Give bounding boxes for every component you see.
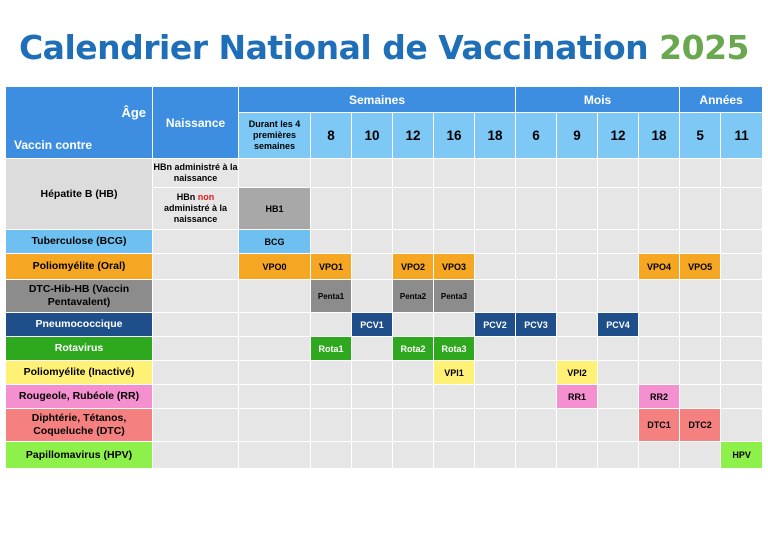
hepb-admin-note: HBn administré à la naissance [153, 159, 239, 188]
empty-cell [475, 361, 516, 385]
empty-cell [352, 280, 393, 313]
empty-cell [153, 337, 239, 361]
empty-cell [393, 409, 434, 442]
empty-cell [598, 385, 639, 409]
title-main: Calendrier National de Vaccination [18, 28, 649, 67]
empty-cell [516, 337, 557, 361]
empty-cell [352, 188, 393, 230]
dose-cell: PCV2 [475, 313, 516, 337]
empty-cell [239, 409, 311, 442]
empty-cell [639, 442, 680, 469]
empty-cell [516, 188, 557, 230]
empty-cell [475, 280, 516, 313]
empty-cell [393, 385, 434, 409]
dose-cell: VPI2 [557, 361, 598, 385]
dose-hb1: HB1 [239, 188, 311, 230]
semaines-header: Semaines [239, 87, 516, 113]
dose-cell: RR2 [639, 385, 680, 409]
empty-cell [557, 188, 598, 230]
vaccin-contre-label: Vaccin contre [14, 138, 93, 152]
empty-cell [680, 337, 721, 361]
empty-cell [434, 409, 475, 442]
empty-cell [557, 442, 598, 469]
vaccine-row [6, 361, 763, 385]
dose-cell: VPO0 [239, 254, 311, 280]
empty-cell [680, 442, 721, 469]
empty-cell [239, 280, 311, 313]
empty-cell [434, 385, 475, 409]
age-header-year: 5 [680, 113, 721, 159]
empty-cell [434, 313, 475, 337]
age-header-month: 18 [639, 113, 680, 159]
empty-cell [153, 254, 239, 280]
empty-cell [393, 188, 434, 230]
empty-cell [516, 254, 557, 280]
empty-cell [475, 409, 516, 442]
empty-cell [239, 361, 311, 385]
vaccine-row [6, 409, 763, 442]
dose-cell: HPV [721, 442, 763, 469]
age-header-year: 11 [721, 113, 763, 159]
dose-cell: VPI1 [434, 361, 475, 385]
empty-cell [153, 385, 239, 409]
empty-cell [393, 230, 434, 254]
dose-cell: PCV1 [352, 313, 393, 337]
empty-cell [598, 188, 639, 230]
vaccine-row [6, 254, 763, 280]
empty-cell [434, 188, 475, 230]
vaccine-label: Diphtérie, Tétanos, Coqueluche (DTC) [6, 409, 153, 442]
empty-cell [557, 337, 598, 361]
dose-cell: BCG [239, 230, 311, 254]
annees-header: Années [680, 87, 763, 113]
empty-cell [239, 337, 311, 361]
empty-cell [516, 361, 557, 385]
empty-cell [352, 442, 393, 469]
empty-cell [352, 337, 393, 361]
empty-cell [721, 385, 763, 409]
hepb-non-pre: HBn [176, 192, 198, 202]
empty-cell [557, 313, 598, 337]
empty-cell [721, 159, 763, 188]
empty-cell [639, 361, 680, 385]
empty-cell [475, 188, 516, 230]
empty-cell [475, 254, 516, 280]
age-vaccine-corner [6, 87, 153, 159]
dose-cell: DTC2 [680, 409, 721, 442]
empty-cell [721, 230, 763, 254]
age-header-week: 18 [475, 113, 516, 159]
empty-cell [393, 442, 434, 469]
empty-cell [721, 361, 763, 385]
empty-cell [239, 159, 311, 188]
empty-cell [239, 442, 311, 469]
naissance-header: Naissance [153, 87, 239, 159]
vaccine-row [6, 385, 763, 409]
empty-cell [516, 280, 557, 313]
dose-cell: Rota3 [434, 337, 475, 361]
empty-cell [639, 313, 680, 337]
empty-cell [680, 385, 721, 409]
empty-cell [639, 337, 680, 361]
empty-cell [557, 254, 598, 280]
empty-cell [475, 230, 516, 254]
empty-cell [557, 230, 598, 254]
empty-cell [516, 159, 557, 188]
empty-cell [153, 361, 239, 385]
dose-cell: VPO4 [639, 254, 680, 280]
age-header-month: 6 [516, 113, 557, 159]
empty-cell [721, 254, 763, 280]
header-row-groups [6, 87, 763, 113]
empty-cell [598, 280, 639, 313]
empty-cell [352, 409, 393, 442]
empty-cell [598, 254, 639, 280]
hepb-row-1 [6, 159, 763, 188]
empty-cell [680, 159, 721, 188]
vaccine-label: Pneumococcique [6, 313, 153, 337]
empty-cell [239, 385, 311, 409]
empty-cell [721, 280, 763, 313]
empty-cell [557, 409, 598, 442]
empty-cell [352, 254, 393, 280]
empty-cell [721, 409, 763, 442]
empty-cell [311, 230, 352, 254]
vaccine-label: Rotavirus [6, 337, 153, 361]
empty-cell [721, 313, 763, 337]
empty-cell [311, 159, 352, 188]
empty-cell [153, 442, 239, 469]
hepb-non-post: administré à la naissance [163, 203, 228, 224]
mois-header: Mois [516, 87, 680, 113]
vaccine-row [6, 230, 763, 254]
empty-cell [311, 361, 352, 385]
dose-cell: Penta1 [311, 280, 352, 313]
empty-cell [153, 313, 239, 337]
vaccine-row [6, 280, 763, 313]
empty-cell [639, 159, 680, 188]
page-title [0, 28, 768, 67]
age-label: Âge [121, 105, 146, 120]
empty-cell [311, 409, 352, 442]
empty-cell [516, 230, 557, 254]
age-header-week: 8 [311, 113, 352, 159]
dose-cell: DTC1 [639, 409, 680, 442]
empty-cell [352, 385, 393, 409]
empty-cell [639, 230, 680, 254]
dose-cell: RR1 [557, 385, 598, 409]
title-year: 2025 [659, 28, 750, 67]
vaccine-label: Tuberculose (BCG) [6, 230, 153, 254]
empty-cell [153, 409, 239, 442]
empty-cell [393, 159, 434, 188]
empty-cell [434, 159, 475, 188]
empty-cell [393, 361, 434, 385]
empty-cell [434, 442, 475, 469]
empty-cell [516, 409, 557, 442]
dose-cell: PCV4 [598, 313, 639, 337]
empty-cell [598, 442, 639, 469]
dose-cell: Penta2 [393, 280, 434, 313]
vaccine-label: Poliomyélite (Oral) [6, 254, 153, 280]
empty-cell [475, 159, 516, 188]
dose-cell: VPO3 [434, 254, 475, 280]
vaccine-label: Rougeole, Rubéole (RR) [6, 385, 153, 409]
empty-cell [598, 337, 639, 361]
empty-cell [311, 188, 352, 230]
vaccine-row [6, 313, 763, 337]
age-header-week: 10 [352, 113, 393, 159]
empty-cell [598, 409, 639, 442]
empty-cell [557, 280, 598, 313]
empty-cell [680, 188, 721, 230]
durant-header: Durant les 4 premières semaines [239, 113, 311, 159]
empty-cell [721, 337, 763, 361]
dose-cell: VPO2 [393, 254, 434, 280]
hepb-non-word: non [197, 192, 215, 202]
vaccine-label-hepb: Hépatite B (HB) [6, 159, 153, 230]
age-header-week: 16 [434, 113, 475, 159]
empty-cell [239, 313, 311, 337]
dose-cell: Rota2 [393, 337, 434, 361]
vaccine-label: DTC-Hib-HB (Vaccin Pentavalent) [6, 280, 153, 313]
vaccine-label: Poliomyélite (Inactivé) [6, 361, 153, 385]
dose-cell: Penta3 [434, 280, 475, 313]
empty-cell [352, 361, 393, 385]
empty-cell [721, 188, 763, 230]
hepb-non-admin-note [153, 188, 239, 230]
empty-cell [680, 361, 721, 385]
empty-cell [680, 230, 721, 254]
empty-cell [557, 159, 598, 188]
empty-cell [475, 442, 516, 469]
empty-cell [516, 442, 557, 469]
empty-cell [393, 313, 434, 337]
empty-cell [153, 280, 239, 313]
empty-cell [639, 280, 680, 313]
vaccine-label: Papillomavirus (HPV) [6, 442, 153, 469]
empty-cell [516, 385, 557, 409]
empty-cell [475, 337, 516, 361]
age-header-week: 12 [393, 113, 434, 159]
age-header-month: 9 [557, 113, 598, 159]
empty-cell [598, 230, 639, 254]
empty-cell [352, 159, 393, 188]
empty-cell [475, 385, 516, 409]
empty-cell [311, 385, 352, 409]
dose-cell: PCV3 [516, 313, 557, 337]
empty-cell [598, 361, 639, 385]
empty-cell [311, 442, 352, 469]
empty-cell [639, 188, 680, 230]
vaccination-table [5, 86, 763, 469]
age-header-month: 12 [598, 113, 639, 159]
empty-cell [680, 313, 721, 337]
empty-cell [680, 280, 721, 313]
empty-cell [311, 313, 352, 337]
empty-cell [352, 230, 393, 254]
dose-cell: VPO5 [680, 254, 721, 280]
dose-cell: Rota1 [311, 337, 352, 361]
vaccine-row [6, 337, 763, 361]
dose-cell: VPO1 [311, 254, 352, 280]
empty-cell [434, 230, 475, 254]
vaccine-row [6, 442, 763, 469]
empty-cell [598, 159, 639, 188]
empty-cell [153, 230, 239, 254]
